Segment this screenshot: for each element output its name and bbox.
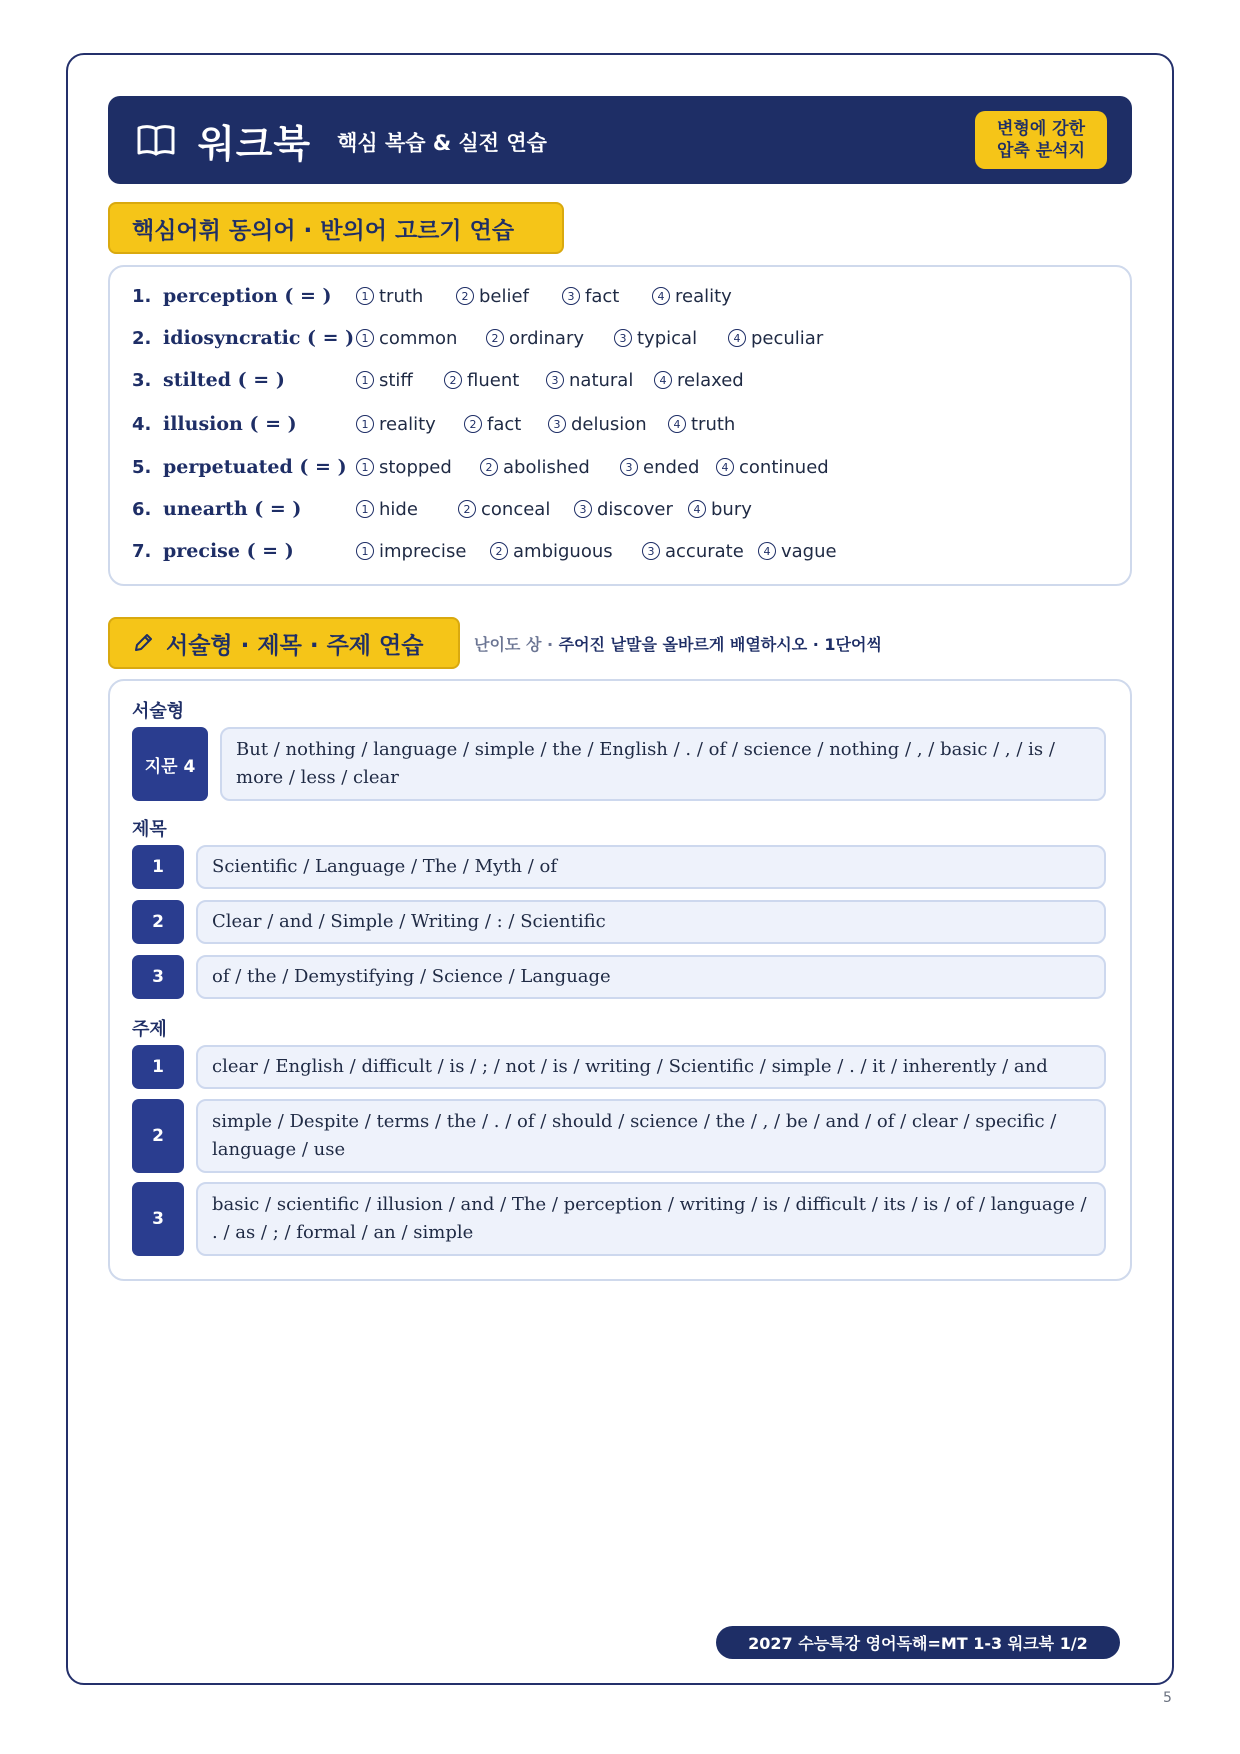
vocab-item-word: stilted ( = ) <box>163 369 285 391</box>
choice-text: accurate <box>665 540 744 562</box>
choice-number-circle: 3 <box>546 371 564 389</box>
choice-text: relaxed <box>677 369 744 391</box>
choice-text: discover <box>597 498 673 520</box>
choice-number-circle: 4 <box>716 458 734 476</box>
title-word-bank: Scientific / Language / The / Myth / of <box>212 856 557 877</box>
topic-answer-box[interactable] <box>196 1099 1106 1173</box>
vocab-choice-option[interactable] <box>456 281 529 311</box>
vocab-item-number: 3. <box>132 369 152 391</box>
choice-number-circle: 2 <box>458 500 476 518</box>
vocab-choice-option[interactable] <box>574 494 673 524</box>
title-answer-box[interactable] <box>196 955 1106 999</box>
badge-line-1: 변형에 강한 <box>996 118 1086 139</box>
open-book-icon <box>136 120 176 160</box>
vocab-box <box>108 265 1132 586</box>
vocab-choice-option[interactable] <box>716 452 829 482</box>
choice-number-circle: 1 <box>356 287 374 305</box>
vocab-item-word: idiosyncratic ( = ) <box>163 327 355 349</box>
vocab-choice-option[interactable] <box>546 365 633 395</box>
choice-number-circle: 4 <box>652 287 670 305</box>
choice-text: typical <box>637 327 698 349</box>
title-word-bank: Clear / and / Simple / Writing / : / Scientific <box>212 911 606 932</box>
topic-answer-box[interactable] <box>196 1045 1106 1089</box>
vocab-choice-option[interactable] <box>688 494 752 524</box>
vocab-item-number: 7. <box>132 540 152 562</box>
choice-number-circle: 1 <box>356 329 374 347</box>
title-answer-box[interactable] <box>196 845 1106 889</box>
vocab-choice-option[interactable] <box>356 281 423 311</box>
choice-text: truth <box>691 413 736 435</box>
vocab-choice-option[interactable] <box>356 365 413 395</box>
choice-text: bury <box>711 498 752 520</box>
choice-number-circle: 3 <box>614 329 632 347</box>
writing-box <box>108 679 1132 1281</box>
choice-number-circle: 3 <box>562 287 580 305</box>
passage-badge: 지문 4 <box>132 727 208 801</box>
choice-text: abolished <box>503 456 590 478</box>
choice-text: fluent <box>467 369 520 391</box>
topic-word-bank: clear / English / difficult / is / ; / not / is / writing / Scientific / simple / . / it / inherently / and <box>212 1056 1048 1077</box>
choice-text: truth <box>379 285 424 307</box>
choice-text: peculiar <box>751 327 824 349</box>
vocab-item-word: perpetuated ( = ) <box>163 456 347 478</box>
topic-word-bank: simple / Despite / terms / the / . / of / should / science / the / , / be / and / of / clear / specific / language / use <box>212 1111 1057 1160</box>
title-item-number: 3 <box>132 955 184 999</box>
footer-label: 2027 수능특강 영어독해=MT 1-3 워크북 1/2 <box>716 1626 1120 1659</box>
vocab-item <box>132 365 1112 395</box>
difficulty-label: 난이도 상 · <box>474 635 559 654</box>
choice-text: continued <box>739 456 829 478</box>
page-number: 5 <box>1163 1690 1172 1706</box>
vocab-section-title <box>108 202 564 254</box>
vocab-item <box>132 536 1112 566</box>
choice-number-circle: 3 <box>642 542 660 560</box>
vocab-choice-option[interactable] <box>356 494 418 524</box>
choice-number-circle: 4 <box>654 371 672 389</box>
choice-number-circle: 4 <box>688 500 706 518</box>
topic-answer-box[interactable] <box>196 1182 1106 1256</box>
topic-practice-label: 주제 <box>132 1019 167 1040</box>
descriptive-word-bank: But / nothing / language / simple / the / English / . / of / science / nothing / , / basic / , / is / more / less / clear <box>236 739 1055 788</box>
vocab-item <box>132 323 1112 353</box>
choice-text: imprecise <box>379 540 467 562</box>
vocab-choice-option[interactable] <box>464 409 521 439</box>
vocab-choice-option[interactable] <box>758 536 837 566</box>
title-word-bank: of / the / Demystifying / Science / Language <box>212 966 611 987</box>
topic-word-bank: basic / scientific / illusion / and / The / perception / writing / is / difficult / its / is / of / language / . / as / ; / formal / an / simple <box>212 1194 1087 1243</box>
vocab-item-word: perception ( = ) <box>163 285 332 307</box>
choice-number-circle: 2 <box>490 542 508 560</box>
vocab-item <box>132 409 1112 439</box>
writing-section-label: 서술형 · 제목 · 주제 연습 <box>166 632 424 659</box>
vocab-choice-option[interactable] <box>356 323 457 353</box>
vocab-choice-option[interactable] <box>614 323 697 353</box>
choice-text: vague <box>781 540 837 562</box>
choice-text: delusion <box>571 413 647 435</box>
vocab-choice-option[interactable] <box>356 452 452 482</box>
choice-text: belief <box>479 285 529 307</box>
vocab-choice-option[interactable] <box>652 281 732 311</box>
choice-text: stopped <box>379 456 452 478</box>
writing-section-title <box>108 617 460 669</box>
choice-text: reality <box>675 285 732 307</box>
title-practice-label: 제목 <box>132 819 167 840</box>
section-instruction <box>474 632 882 655</box>
vocab-choice-option[interactable] <box>356 409 436 439</box>
vocab-choice-option[interactable] <box>486 323 584 353</box>
vocab-choice-option[interactable] <box>642 536 744 566</box>
page-title: 워크북 <box>198 121 312 166</box>
vocab-choice-option[interactable] <box>562 281 619 311</box>
topic-item-number: 3 <box>132 1182 184 1256</box>
topic-item-number: 1 <box>132 1045 184 1089</box>
choice-text: ambiguous <box>513 540 613 562</box>
choice-text: fact <box>487 413 522 435</box>
pencil-icon <box>132 632 154 654</box>
choice-number-circle: 3 <box>620 458 638 476</box>
vocab-item-number: 4. <box>132 413 152 435</box>
vocab-choice-option[interactable] <box>728 323 823 353</box>
title-item-number: 1 <box>132 845 184 889</box>
choice-number-circle: 4 <box>668 415 686 433</box>
vocab-item-word: unearth ( = ) <box>163 498 302 520</box>
choice-number-circle: 2 <box>464 415 482 433</box>
badge-line-2: 압축 분석지 <box>996 141 1086 161</box>
choice-text: ordinary <box>509 327 585 349</box>
header-badge <box>975 111 1107 169</box>
instruction-text: 주어진 낱말을 올바르게 배열하시오 · 1단어씩 <box>558 635 882 654</box>
choice-text: stiff <box>379 369 413 391</box>
choice-number-circle: 1 <box>356 542 374 560</box>
vocab-item <box>132 281 1112 311</box>
choice-number-circle: 1 <box>356 458 374 476</box>
choice-text: fact <box>585 285 620 307</box>
choice-number-circle: 3 <box>574 500 592 518</box>
choice-number-circle: 2 <box>444 371 462 389</box>
choice-number-circle: 4 <box>728 329 746 347</box>
choice-text: common <box>379 327 458 349</box>
page-subtitle: 핵심 복습 & 실전 연습 <box>337 131 547 155</box>
vocab-choice-option[interactable] <box>444 365 519 395</box>
topic-item-number: 2 <box>132 1099 184 1173</box>
header-banner <box>108 96 1132 184</box>
vocab-item-number: 2. <box>132 327 152 349</box>
choice-number-circle: 1 <box>356 500 374 518</box>
choice-number-circle: 1 <box>356 415 374 433</box>
title-answer-box[interactable] <box>196 900 1106 944</box>
choice-number-circle: 2 <box>456 287 474 305</box>
vocab-item <box>132 494 1112 524</box>
vocab-item-number: 1. <box>132 285 152 307</box>
choice-number-circle: 1 <box>356 371 374 389</box>
descriptive-label: 서술형 <box>132 701 185 722</box>
vocab-choice-option[interactable] <box>480 452 590 482</box>
title-item-number: 2 <box>132 900 184 944</box>
vocab-choice-option[interactable] <box>620 452 699 482</box>
descriptive-answer-box[interactable] <box>220 727 1106 801</box>
vocab-choice-option[interactable] <box>356 536 466 566</box>
vocab-item-number: 5. <box>132 456 152 478</box>
vocab-item-word: illusion ( = ) <box>163 413 297 435</box>
vocab-choice-option[interactable] <box>458 494 550 524</box>
choice-text: hide <box>379 498 418 520</box>
vocab-choice-option[interactable] <box>654 365 744 395</box>
vocab-choice-option[interactable] <box>668 409 735 439</box>
vocab-choice-option[interactable] <box>490 536 613 566</box>
choice-text: ended <box>643 456 700 478</box>
choice-number-circle: 2 <box>480 458 498 476</box>
choice-number-circle: 3 <box>548 415 566 433</box>
choice-number-circle: 2 <box>486 329 504 347</box>
vocab-choice-option[interactable] <box>548 409 647 439</box>
vocab-section-label: 핵심어휘 동의어 · 반의어 고르기 연습 <box>132 217 515 244</box>
choice-text: natural <box>569 369 634 391</box>
choice-text: conceal <box>481 498 551 520</box>
vocab-item <box>132 452 1112 482</box>
vocab-item-word: precise ( = ) <box>163 540 294 562</box>
choice-text: reality <box>379 413 436 435</box>
choice-number-circle: 4 <box>758 542 776 560</box>
vocab-item-number: 6. <box>132 498 152 520</box>
